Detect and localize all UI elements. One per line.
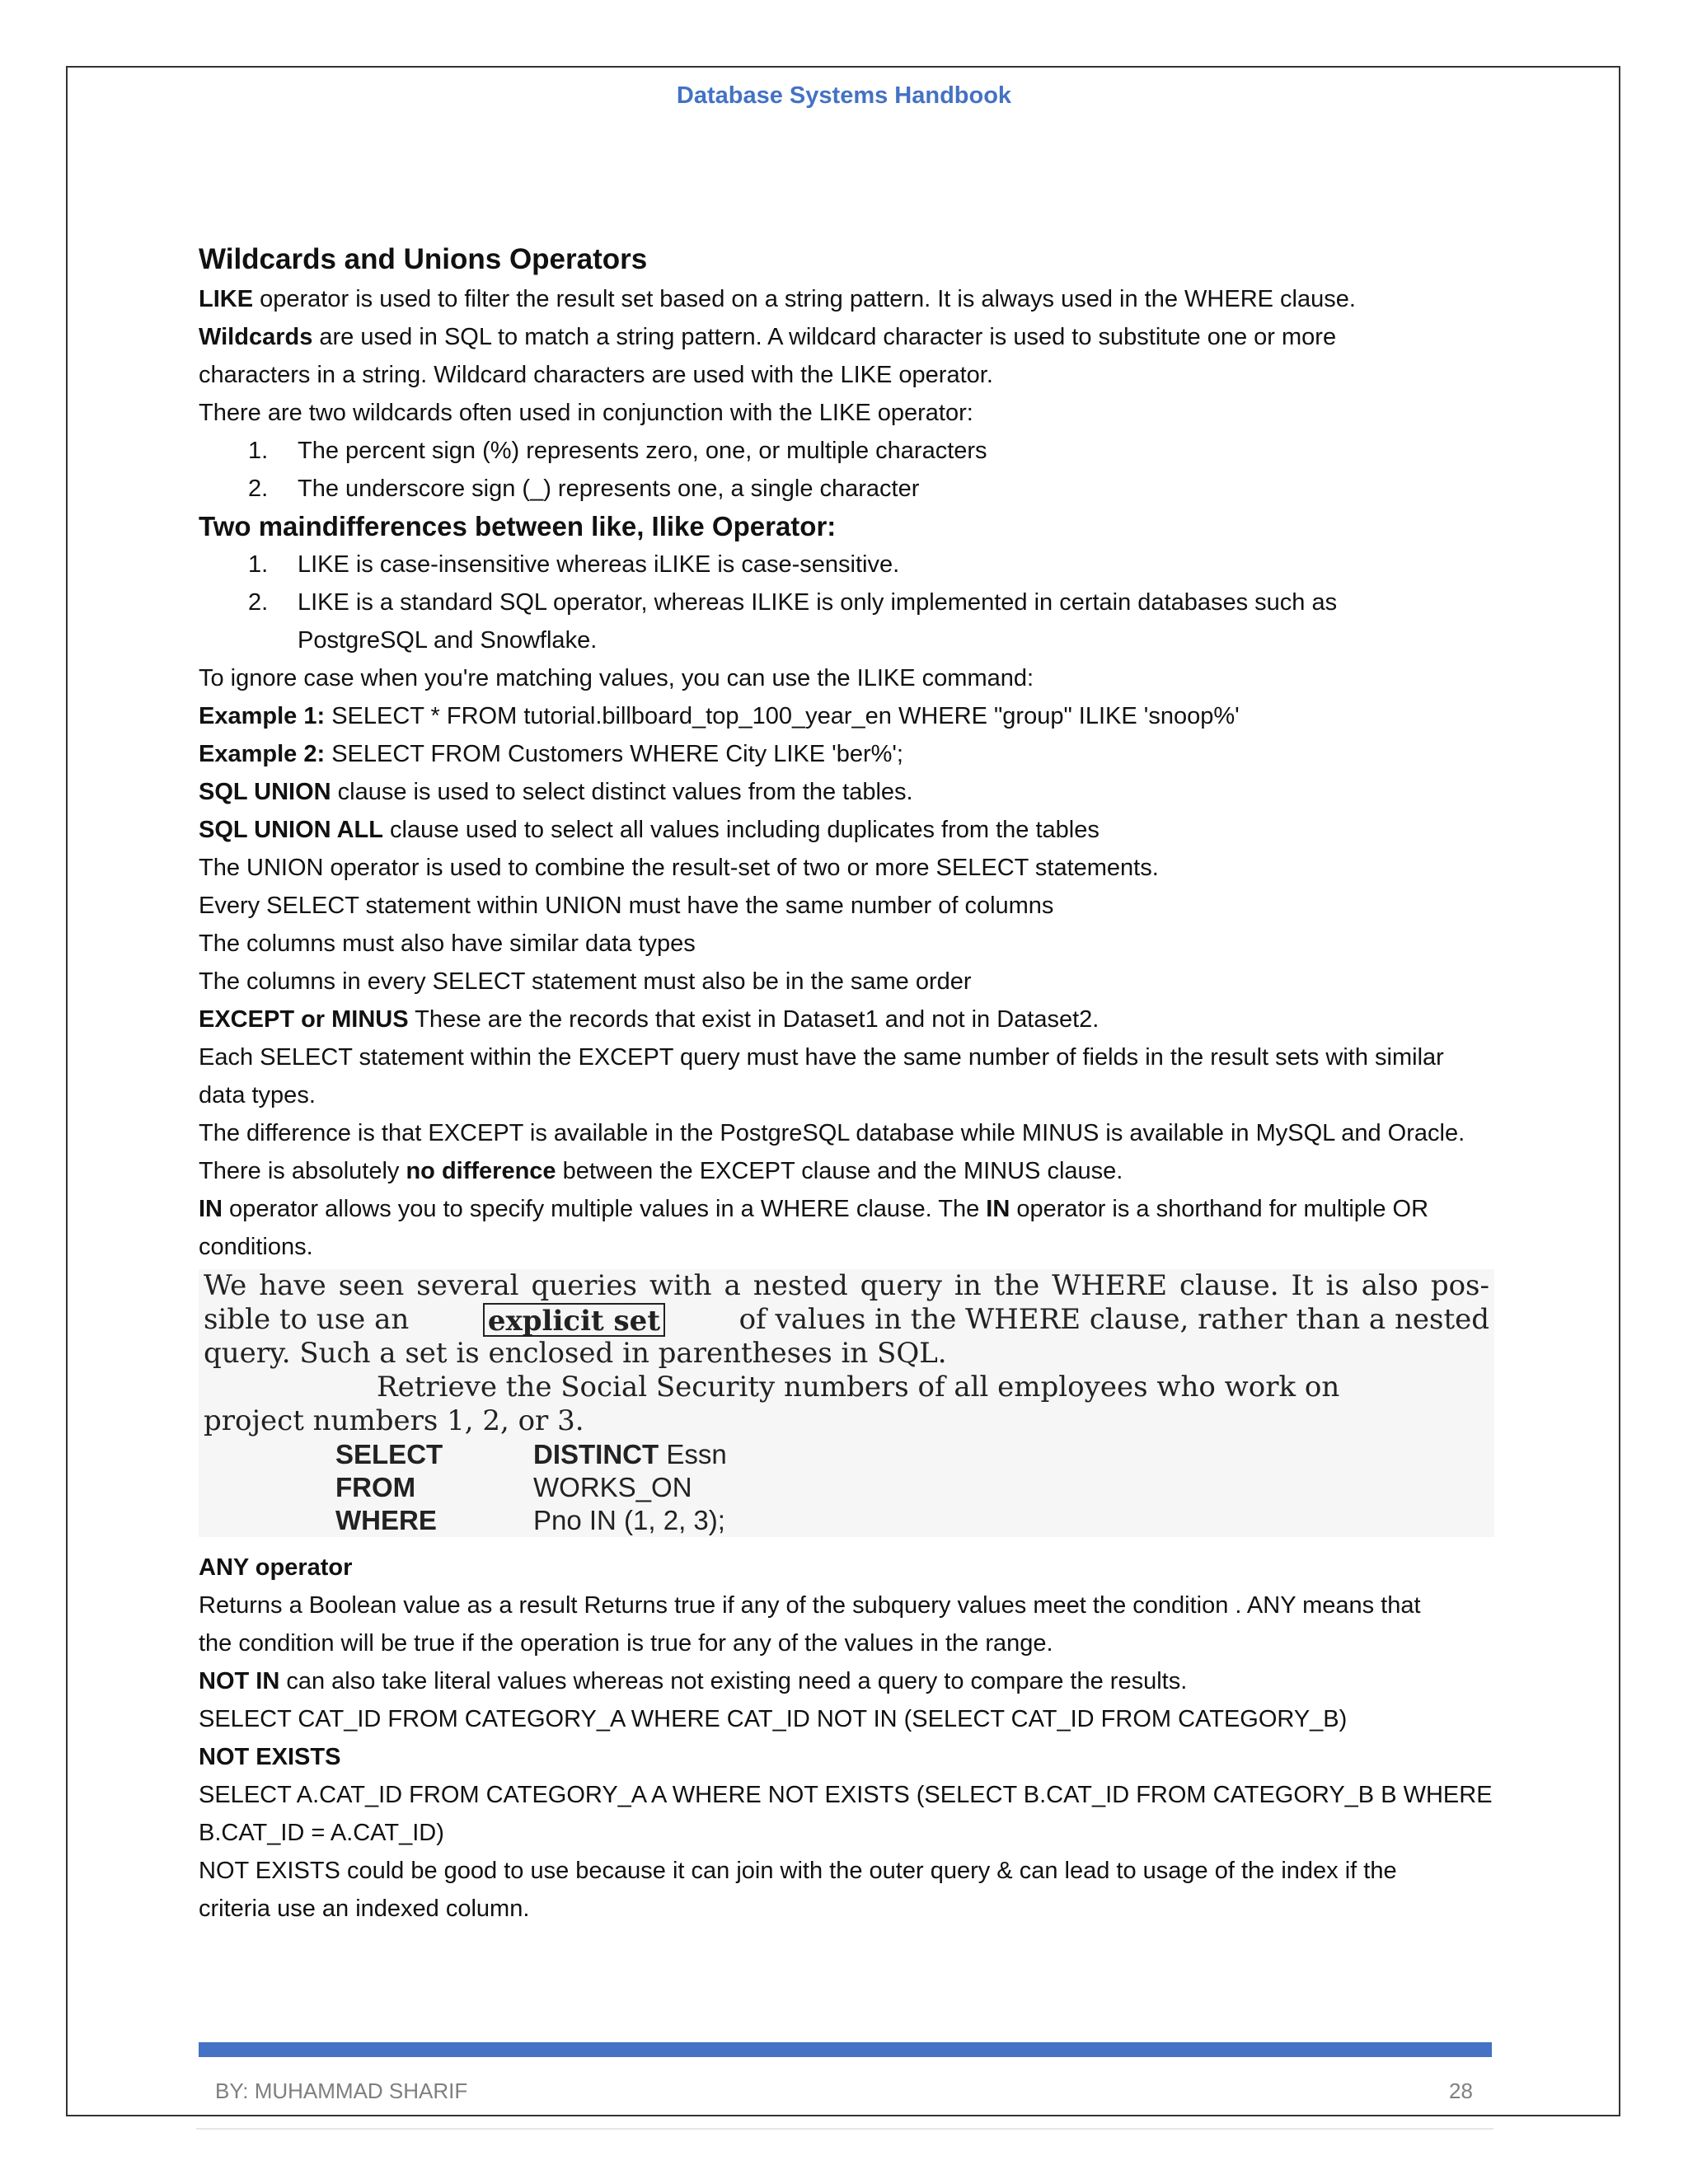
page-number: 28	[1449, 2079, 1473, 2103]
example-1	[199, 697, 1501, 735]
list-item	[199, 470, 1501, 508]
ignore-case-text: To ignore case when you're matching values, you can use the ILIKE command:	[199, 665, 1034, 691]
union-all-text: clause used to select all values including duplicates from the tables	[382, 817, 1100, 843]
excerpt-line: query. Such a set is enclosed in parentheses in SQL.	[204, 1337, 947, 1370]
bottom-divider	[196, 2128, 1493, 2130]
sql-value-bold: DISTINCT	[533, 1439, 659, 1469]
union-paragraph	[199, 773, 1501, 811]
sql-keyword: SELECT	[335, 1439, 443, 1469]
sql-value: WORKS_ON	[533, 1472, 692, 1502]
any-heading: ANY operator	[199, 1554, 353, 1581]
example-1-code: SELECT * FROM tutorial.billboard_top_100_year_en WHERE "group" ILIKE 'snoop%'	[325, 703, 1240, 729]
in-operator-paragraph	[199, 1190, 1501, 1228]
term-like: LIKE	[199, 286, 254, 312]
page-content	[199, 239, 1501, 1928]
union-text: clause is used to select distinct values from the tables.	[331, 779, 913, 805]
not-exists-description-cont: criteria use an indexed column.	[199, 1896, 530, 1922]
except-rule: Each SELECT statement within the EXCEPT query must have the same number of fields in the result sets with similar	[199, 1044, 1444, 1071]
union-rule: The columns must also have similar data types	[199, 930, 696, 957]
not-exists-sql: SELECT A.CAT_ID FROM CATEGORY_A A WHERE NOT EXISTS (SELECT B.CAT_ID FROM CATEGORY_B B WHERE	[199, 1782, 1493, 1808]
list-number: 1.	[248, 551, 269, 578]
sql-keyword: FROM	[335, 1472, 416, 1502]
list-item	[199, 546, 1501, 583]
in-text-1: operator allows you to specify multiple values in a WHERE clause. The	[223, 1196, 987, 1222]
section-title: Wildcards and Unions Operators	[199, 243, 648, 275]
like-text: operator is used to filter the result set based on a string pattern. It is always used in the WHERE clause.	[253, 286, 1356, 312]
example-2	[199, 735, 1501, 773]
no-difference-text	[199, 1152, 1501, 1190]
list-number: 2.	[248, 476, 269, 502]
wildcards-paragraph-cont: characters in a string. Wildcard characters are used with the LIKE operator.	[199, 362, 993, 388]
sql-keyword: WHERE	[335, 1505, 437, 1535]
list-text: LIKE is a standard SQL operator, whereas ILIKE is only implemented in certain databases such as	[298, 589, 1338, 616]
wildcards-paragraph	[199, 318, 1501, 356]
term-wildcards: Wildcards	[199, 324, 313, 350]
no-difference-pre: There is absolutely	[199, 1158, 406, 1184]
list-item-continuation: PostgreSQL and Snowflake.	[298, 627, 598, 654]
not-exists-heading: NOT EXISTS	[199, 1744, 341, 1770]
excerpt-line: project numbers 1, 2, or 3.	[204, 1404, 584, 1437]
sql-value-text: Essn	[659, 1439, 727, 1469]
any-description-cont: the condition will be true if the operation is true for any of the values in the range.	[199, 1630, 1053, 1657]
term-except-minus: EXCEPT or MINUS	[199, 1006, 409, 1033]
differences-heading: Two maindifferences between like, Ilike Operator:	[199, 511, 837, 541]
excerpt-pre: sible to use an	[204, 1303, 410, 1336]
list-item	[199, 583, 1501, 621]
list-item	[199, 432, 1501, 470]
list-number: 2.	[248, 589, 269, 616]
union-rule: The UNION operator is used to combine the result-set of two or more SELECT statements.	[199, 855, 1159, 881]
except-paragraph	[199, 1001, 1501, 1038]
example-2-code: SELECT FROM Customers WHERE City LIKE 'ber%';	[325, 741, 903, 767]
not-exists-description: NOT EXISTS could be good to use because it can join with the outer query & can lead to usage of the index if the	[199, 1858, 1397, 1884]
union-all-paragraph	[199, 811, 1501, 849]
term-union: SQL UNION	[199, 779, 331, 805]
sql-value	[533, 1438, 727, 1471]
excerpt-post: of values in the WHERE clause, rather than a nested	[738, 1303, 1489, 1336]
union-rule: The columns in every SELECT statement must also be in the same order	[199, 968, 972, 995]
sql-row	[204, 1471, 1489, 1504]
term-in: IN	[986, 1196, 1010, 1222]
excerpt-line	[204, 1303, 1489, 1337]
footer-accent-bar	[199, 2042, 1492, 2057]
term-union-all: SQL UNION ALL	[199, 817, 383, 843]
example-2-label: Example 2:	[199, 741, 326, 767]
except-rule-cont: data types.	[199, 1082, 316, 1108]
wildcards-text: are used in SQL to match a string pattern. A wildcard character is used to substitute one or more	[312, 324, 1337, 350]
list-text: The underscore sign (_) represents one, a single character	[298, 476, 920, 502]
textbook-excerpt-image	[199, 1269, 1494, 1537]
not-in-sql: SELECT CAT_ID FROM CATEGORY_A WHERE CAT_ID NOT IN (SELECT CAT_ID FROM CATEGORY_B)	[199, 1706, 1348, 1732]
except-text: These are the records that exist in Dataset1 and not in Dataset2.	[408, 1006, 1100, 1033]
not-exists-sql-cont: B.CAT_ID = A.CAT_ID)	[199, 1820, 444, 1846]
list-text: The percent sign (%) represents zero, one, or multiple characters	[298, 438, 987, 464]
term-not-in: NOT IN	[199, 1668, 280, 1694]
not-in-paragraph	[199, 1662, 1501, 1700]
union-rule: Every SELECT statement within UNION must have the same number of columns	[199, 893, 1054, 919]
footer-author: BY: MUHAMMAD SHARIF	[215, 2079, 468, 2103]
any-description: Returns a Boolean value as a result Returns true if any of the subquery values meet the condition . ANY means that	[199, 1592, 1421, 1619]
example-1-label: Example 1:	[199, 703, 326, 729]
explicit-set-box: explicit set	[483, 1303, 665, 1337]
term-in: IN	[199, 1196, 223, 1222]
sql-row	[204, 1438, 1489, 1471]
two-wildcards-text: There are two wildcards often used in conjunction with the LIKE operator:	[199, 400, 973, 426]
list-number: 1.	[248, 438, 269, 464]
no-difference-post: between the EXCEPT clause and the MINUS clause.	[556, 1158, 1123, 1184]
term-no-difference: no difference	[406, 1158, 556, 1184]
excerpt-line: We have seen several queries with a nested query in the WHERE clause. It is also pos-	[204, 1269, 1489, 1302]
list-text: LIKE is case-insensitive whereas iLIKE is case-sensitive.	[298, 551, 900, 578]
in-text-2: operator is a shorthand for multiple OR	[1010, 1196, 1429, 1222]
sql-row	[204, 1504, 1489, 1537]
running-header: Database Systems Handbook	[676, 82, 1012, 109]
not-in-text: can also take literal values whereas not existing need a query to compare the results.	[279, 1668, 1188, 1694]
in-operator-cont: conditions.	[199, 1234, 313, 1260]
like-paragraph	[199, 280, 1501, 318]
excerpt-query-prompt: Retrieve the Social Security numbers of all employees who work on	[377, 1371, 1340, 1404]
except-minus-difference: The difference is that EXCEPT is available in the PostgreSQL database while MINUS is available in MySQL and Oracle.	[199, 1120, 1465, 1146]
sql-value: Pno IN (1, 2, 3);	[533, 1505, 725, 1535]
